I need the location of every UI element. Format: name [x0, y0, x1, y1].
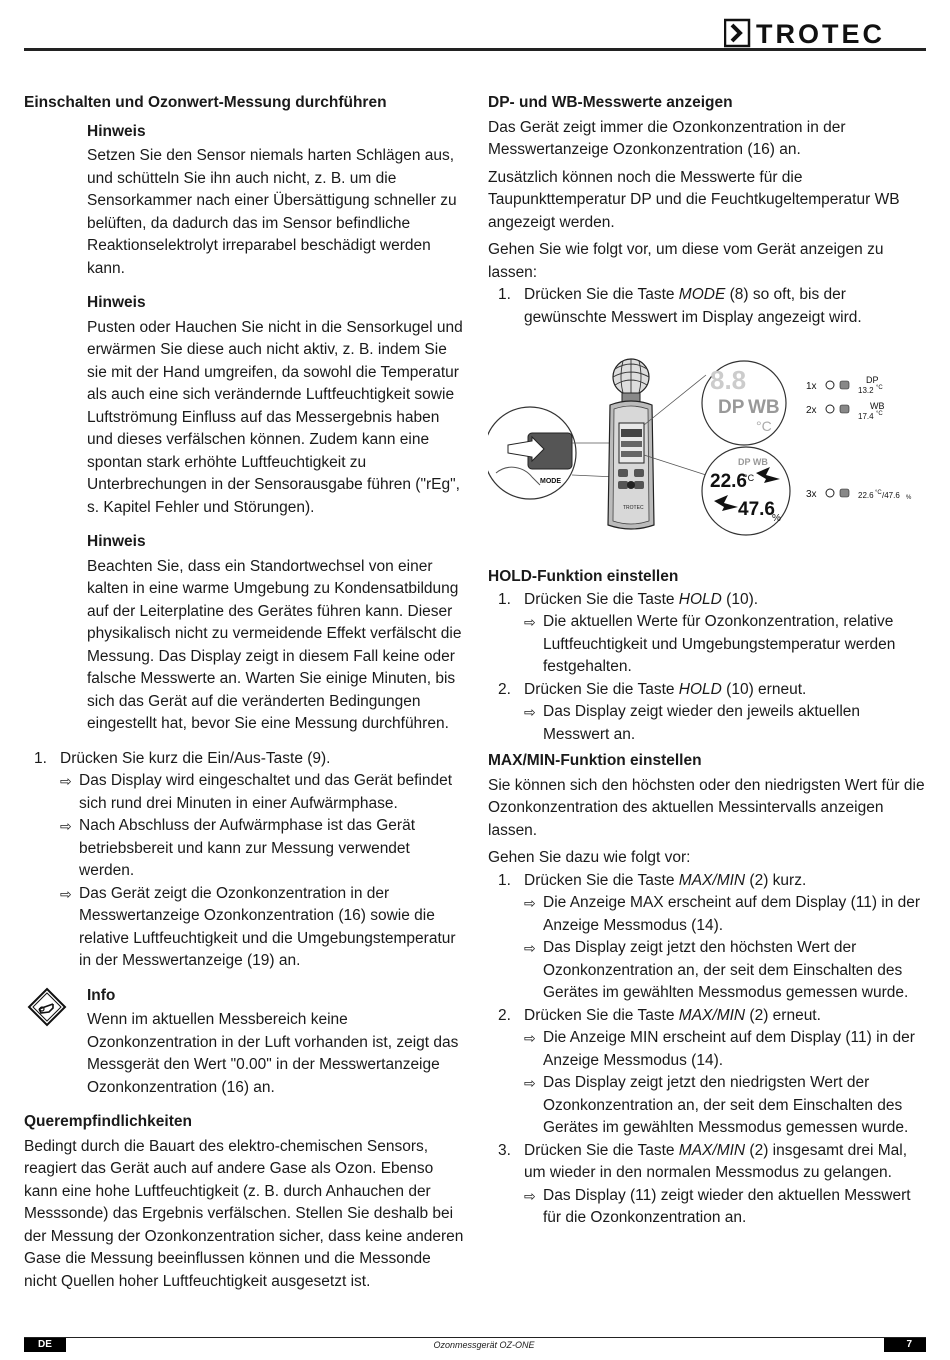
- result-arrow-icon: ⇨: [524, 1075, 536, 1091]
- press-3x-unit: °C: [875, 490, 882, 496]
- result-list: [524, 611, 928, 679]
- note-text: Pusten oder Hauchen Sie nicht in die Sensorkugel und erwärmen Sie diese auch nicht aktiv, z. B. indem Sie sie mit der Hand umgreifen, da sowohl die Temperatur als auch eine sich verändernde Luftfeuchtigkeit sowie Luftströmung Einfluss auf das Messergebnis haben und dieses verfälschen können. Zudem kann eine spontan stark erhöhte Luftfeuchtigkeit zu Unterbrechungen in der Sensorausgabe führen ("rEg", s. Kapitel Fehler und Störungen).: [87, 318, 463, 516]
- page-footer: [24, 1337, 926, 1352]
- note-1: [87, 121, 464, 281]
- mode-button-zoom: [488, 407, 576, 499]
- brand-name: TROTEC: [756, 19, 885, 48]
- result-arrow-icon: ⇨: [524, 614, 536, 630]
- section-title-hold: HOLD-Funktion einstellen: [488, 568, 679, 585]
- display-zoom-bottom: [702, 447, 790, 535]
- step-text: Drücken Sie kurz die Ein/Aus-Taste (9).: [60, 749, 331, 767]
- note-2: [87, 292, 464, 519]
- result-arrow-icon: ⇨: [524, 895, 536, 911]
- step-item: 2. Drücken Sie die Taste MAX/MIN (2) erneut. ⇨ Die Anzeige MIN erscheint auf dem Display (11) in der Anzeige Messmodus (14). ⇨ Das Display zeigt jetzt den niedrigsten Wert der Ozonkonzentration an, der seit dem Einschalten des Gerätes im gewählten Messmodus gemessen wurde.: [488, 1005, 928, 1140]
- step-item: 1. Drücken Sie die Taste MODE (8) so oft, bis der gewünschte Messwert im Display angezeigt wird.: [498, 286, 862, 326]
- info-block: [87, 985, 464, 1100]
- dp-paragraph-2: Zusätzlich können noch die Messwerte für die Taupunkttemperatur DP und die Feuchtkugeltemperatur WB angezeigt werden.: [488, 168, 900, 231]
- zoom-rh-pct: %: [772, 513, 781, 524]
- result-item: ⇨ Die aktuellen Werte für Ozonkonzentration, relative Luftfeuchtigkeit und Umgebungstemperatur werden festgehalten.: [524, 613, 896, 675]
- trotec-logo: [724, 18, 926, 48]
- result-item: ⇨ Das Display zeigt jetzt den höchsten Wert der Ozonkonzentration an, der seit dem Einschalten des Gerätes im gewählten Messmodus gemessen wurde.: [524, 939, 909, 1001]
- step-number: 1.: [34, 749, 47, 767]
- note-text: Beachten Sie, dass ein Standortwechsel von einer kalten in eine warme Umgebung zu Kondensatbildung auf der Leiterplatine des Gerätes führen kann. Dieser physikalisch nicht zu vermeidende Effekt verfälscht die Messung. Das Display zeigt in diesem Fall keine oder falsche Messwerte an. Warten Sie einige Minuten, bis sich das Gerät auf die veränderten Bedingungen eingestellt hat, bevor Sie eine Messung durchführen.: [87, 557, 462, 732]
- press-3x-pct: %: [906, 495, 912, 501]
- press-1x-unit: °C: [876, 385, 883, 391]
- mode-label: MODE: [540, 478, 561, 485]
- note-title: Hinweis: [87, 122, 146, 140]
- left-column: [24, 92, 464, 1298]
- info-hand-icon: [27, 987, 67, 1027]
- right-column: [488, 92, 928, 1234]
- step-list-maxmin: [488, 870, 928, 1230]
- result-item: ⇨ Das Display (11) zeigt wieder den aktuellen Messwert für die Ozonkonzentration an.: [524, 1186, 911, 1226]
- press-2x-label: WB: [870, 401, 885, 411]
- maxmin-paragraph-2: Gehen Sie dazu wie folgt vor:: [488, 849, 691, 866]
- info-title: Info: [87, 986, 116, 1004]
- dp-paragraph-3: Gehen Sie wie folgt vor, um diese vom Gerät anzeigen zu lassen:: [488, 241, 884, 281]
- step-item: 2. Drücken Sie die Taste HOLD (10) erneut. ⇨ Das Display zeigt wieder den jeweils aktuellen Messwert an.: [488, 679, 928, 747]
- step-item: [24, 748, 464, 973]
- key-hold: HOLD: [678, 590, 722, 608]
- result-item: ⇨ Die Anzeige MIN erscheint auf dem Display (11) in der Anzeige Messmodus (14).: [524, 1029, 915, 1069]
- zoom-dpwb-label: DP WB: [738, 457, 768, 467]
- step-item: 1. Drücken Sie die Taste HOLD (10). ⇨ Die aktuellen Werte für Ozonkonzentration, relative Luftfeuchtigkeit und Umgebungstemperatur werden festgehalten.: [488, 589, 928, 679]
- zoom-dp-label: DP: [718, 397, 745, 418]
- press-2x-unit: °C: [876, 411, 883, 417]
- result-arrow-icon: ⇨: [524, 1187, 536, 1204]
- device-brand: TROTEC: [623, 505, 644, 511]
- result-item: ⇨ Das Gerät zeigt die Ozonkonzentration in der Messwertanzeige Ozonkonzentration (16) sowie die relative Luftfeuchtigkeit und die Umgebungstemperatur in der Messwertanzeige (19) an.: [60, 884, 456, 969]
- result-item: ⇨ Das Display zeigt jetzt den niedrigsten Wert der Ozonkonzentration an, der seit dem Einschalten des Gerätes im gewählten Messmodus gemessen wurde.: [524, 1074, 909, 1136]
- result-list: [524, 1185, 928, 1230]
- press-sequence: [806, 375, 912, 501]
- result-list: [524, 892, 928, 1005]
- section-title-querempfindlichkeiten: Querempfindlichkeiten: [24, 1113, 192, 1130]
- key-maxmin: MAX/MIN: [678, 871, 746, 889]
- result-list: [524, 701, 928, 746]
- result-list: [60, 770, 464, 973]
- footer-title: Ozonmessgerät OZ-ONE: [433, 1340, 535, 1350]
- footer-page-number: 7: [884, 1338, 926, 1352]
- mode-illustration: [488, 355, 928, 540]
- key-mode: MODE: [678, 286, 726, 303]
- note-title: Hinweis: [87, 533, 146, 550]
- step-item: 3. Drücken Sie die Taste MAX/MIN (2) insgesamt drei Mal, um wieder in den normalen Messmodus zu gelangen. ⇨ Das Display (11) zeigt wieder den aktuellen Messwert für die Ozonkonzentration an.: [488, 1140, 928, 1230]
- result-arrow-icon: ⇨: [60, 885, 72, 902]
- result-arrow-icon: ⇨: [60, 818, 72, 834]
- result-arrow-icon: ⇨: [524, 704, 536, 720]
- info-text: Wenn im aktuellen Messbereich keine Ozonkonzentration in der Luft vorhanden ist, zeigt das Messgerät den Wert "0.00" in der Messwertanzeige Ozonkonzentration (16) an.: [87, 1011, 459, 1096]
- result-arrow-icon: ⇨: [60, 773, 72, 789]
- key-maxmin: MAX/MIN: [678, 1006, 746, 1024]
- zoom-temp-value: 22.6: [710, 471, 747, 492]
- footer-language: DE: [24, 1338, 66, 1352]
- zoom-rh-value: 47.6: [738, 499, 775, 520]
- press-1x: 1x: [806, 381, 817, 392]
- press-3x-rh: /47.6: [882, 491, 900, 500]
- result-list: [524, 1027, 928, 1140]
- step-number: 1.: [498, 286, 511, 303]
- header-rule: [24, 48, 926, 51]
- querempfindlichkeiten-text: Bedingt durch die Bauart des elektro-chemischen Sensors, reagiert das Gerät auch auf andere Gase als Ozon. Ebenso kann eine hohe Luftfeuchtigkeit (z. B. durch Anhauchen der Messsonde) das Ergebnis verfälschen. Stellen Sie deshalb bei der Messung der Ozonkonzentration sicher, dass keine anderen Gase die Messung beeinflussen können und die Messonde nicht Quellen hoher Luftfeuchtigkeit ausgesetzt ist.: [24, 1137, 464, 1290]
- section-title-einschalten: Einschalten und Ozonwert-Messung durchführen: [24, 94, 387, 111]
- section-title-dp-wb: DP- und WB-Messwerte anzeigen: [488, 94, 733, 111]
- note-text: Setzen Sie den Sensor niemals harten Schlägen aus, und schütteln Sie ihn auch nicht, z. B. um die Sensorkammer nach einer Übersättigung schneller zu belüften, da dadurch das im Sensor befindliche Reaktionselektrolyt irreparabel beschädigt werden kann.: [87, 147, 457, 277]
- press-3x-value: 22.6: [858, 491, 874, 500]
- step-list-einschalten: [24, 748, 464, 973]
- zoom-unit: °C: [756, 418, 772, 434]
- result-item: ⇨ Nach Abschluss der Aufwärmphase ist das Gerät betriebsbereit und kann zur Messung verwendet werden.: [60, 817, 415, 879]
- maxmin-paragraph-1: Sie können sich den höchsten oder den niedrigsten Wert für die Ozonkonzentration des aktuellen Messintervalls anzeigen lassen.: [488, 776, 925, 839]
- press-2x: 2x: [806, 405, 817, 416]
- step-list-dp: [488, 284, 928, 329]
- display-zoom-top: [702, 361, 786, 445]
- result-item: ⇨ Die Anzeige MAX erscheint auf dem Display (11) in der Anzeige Messmodus (14).: [524, 894, 921, 934]
- press-2x-value: 17.4: [858, 412, 874, 421]
- dp-paragraph-1: Das Gerät zeigt immer die Ozonkonzentration in der Messwertanzeige Ozonkonzentration (16) an.: [488, 118, 846, 158]
- zoom-temp-unit: °C: [744, 473, 755, 483]
- result-item: ⇨ Das Display wird eingeschaltet und das Gerät befindet sich rund drei Minuten in einer Aufwärmphase.: [60, 772, 453, 812]
- result-arrow-icon: ⇨: [524, 1030, 536, 1046]
- key-maxmin: MAX/MIN: [678, 1141, 746, 1159]
- key-hold: HOLD: [678, 680, 722, 698]
- press-1x-value: 13.2: [858, 386, 874, 395]
- section-title-maxmin: MAX/MIN-Funktion einstellen: [488, 752, 702, 769]
- press-1x-label: DP: [866, 375, 879, 385]
- result-arrow-icon: ⇨: [524, 940, 536, 956]
- mode-figure: [488, 355, 928, 540]
- step-list-hold: [488, 589, 928, 747]
- result-item: ⇨ Das Display zeigt wieder den jeweils aktuellen Messwert an.: [524, 703, 861, 743]
- ozone-meter-device: [608, 359, 654, 529]
- note-title: Hinweis: [87, 294, 146, 311]
- zoom-wb-label: WB: [748, 397, 780, 418]
- press-3x: 3x: [806, 489, 817, 500]
- svg-text:8.8: 8.8: [710, 365, 747, 395]
- step-item: 1. Drücken Sie die Taste MAX/MIN (2) kurz. ⇨ Die Anzeige MAX erscheint auf dem Display (11) in der Anzeige Messmodus (14). ⇨ Das Display zeigt jetzt den höchsten Wert der Ozonkonzentration an, der seit dem Einschalten des Gerätes im gewählten Messmodus gemessen wurde.: [488, 870, 928, 1005]
- note-3: [87, 531, 464, 736]
